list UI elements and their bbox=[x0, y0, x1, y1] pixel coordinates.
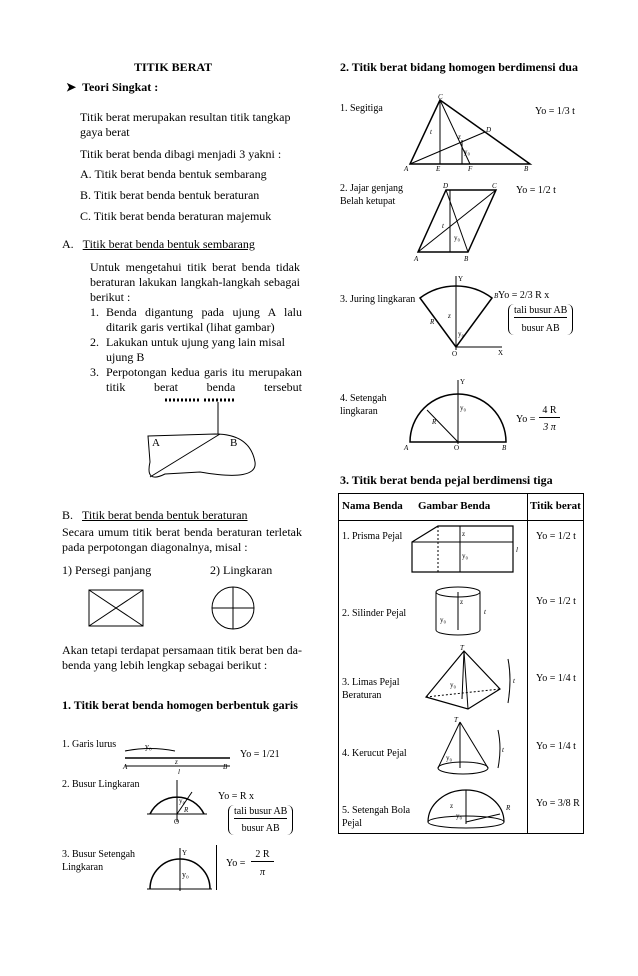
svg-text:A: A bbox=[404, 444, 409, 452]
svg-text:y₀: y₀ bbox=[458, 330, 464, 338]
type-item: A. Titik berat benda bentuk sembarang bbox=[80, 167, 267, 181]
svg-text:z: z bbox=[462, 530, 466, 538]
svg-text:y₀: y₀ bbox=[145, 742, 152, 751]
pyramid-figure bbox=[420, 645, 520, 715]
table-cell-name: 5. Setengah Bola Pejal bbox=[342, 805, 411, 829]
table-header-name: Nama Benda bbox=[342, 500, 403, 512]
item-label: 3. Juring lingkaran bbox=[340, 294, 416, 305]
cylinder-figure bbox=[428, 584, 498, 640]
table-cell-value: Yo = 1/4 t bbox=[536, 673, 576, 684]
semicircle-figure bbox=[402, 372, 514, 454]
svg-text:B: B bbox=[223, 763, 228, 771]
teori-heading bbox=[66, 80, 158, 95]
svg-text:F: F bbox=[468, 165, 473, 172]
intro-text-2: Titik berat benda dibagi menjadi 3 yakni : bbox=[80, 147, 282, 161]
formula-parallelogram: Yo = 1/2 t bbox=[516, 185, 556, 196]
formula-triangle: Yo = 1/3 t bbox=[535, 106, 575, 117]
svg-text:y₀: y₀ bbox=[456, 812, 462, 820]
svg-text:O: O bbox=[174, 818, 180, 826]
table-cell-value: Yo = 1/4 t bbox=[536, 741, 576, 752]
page-title: TITIK BERAT bbox=[134, 60, 213, 74]
svg-text:Y: Y bbox=[182, 849, 188, 857]
svg-text:B: B bbox=[524, 165, 529, 172]
example-2: 2) Lingkaran bbox=[210, 563, 273, 577]
svg-text:y₀: y₀ bbox=[182, 870, 189, 879]
section-2-heading: 2. Titik berat bidang homogen berdimensi dua bbox=[340, 60, 578, 74]
formula-sector: Yo = 2/3 R x tali busur AB busur AB bbox=[498, 289, 573, 335]
svg-text:D: D bbox=[486, 126, 492, 134]
svg-text:R: R bbox=[506, 804, 511, 812]
svg-text:E: E bbox=[436, 165, 441, 172]
point-b-label: B bbox=[230, 437, 238, 449]
svg-text:y₀: y₀ bbox=[440, 616, 446, 624]
cone-figure bbox=[432, 716, 512, 782]
svg-text:C: C bbox=[492, 182, 497, 190]
point-a-label: A bbox=[152, 437, 160, 449]
svg-text:t: t bbox=[442, 222, 444, 230]
table-cell-name: 2. Silinder Pejal bbox=[342, 608, 407, 619]
svg-text:t: t bbox=[513, 677, 515, 685]
step-item: 2. Lakukan untuk ujung yang lain misal ujung B bbox=[90, 335, 285, 364]
svg-text:R: R bbox=[184, 806, 189, 814]
intro-text: Titik berat merupakan resultan titik tangkap gaya berat bbox=[80, 110, 291, 139]
irregular-body-figure bbox=[140, 392, 270, 492]
formula-semicircle: Yo = $\frac{4 R}{3 \pi}$ bbox=[516, 404, 560, 434]
section-b-desc-2: Akan tetapi terdapat persamaan titik berat ben da-benda yang lebih lengkap sebagai berikut : bbox=[62, 643, 302, 672]
table-cell-value: Yo = 1/2 t bbox=[536, 531, 576, 542]
svg-text:T: T bbox=[454, 716, 458, 724]
sector-figure bbox=[412, 272, 512, 357]
svg-text:O: O bbox=[454, 444, 460, 452]
svg-text:R: R bbox=[432, 418, 437, 426]
straight-line-figure bbox=[120, 736, 235, 776]
type-item: B. Titik berat benda bentuk beraturan bbox=[80, 188, 260, 202]
table-cell-name: 4. Kerucut Pejal bbox=[342, 748, 407, 759]
svg-text:y₀: y₀ bbox=[460, 404, 466, 412]
steps-list bbox=[90, 305, 302, 395]
formula-semicircle-arc: Yo = $\frac{2 R}{\pi}$ bbox=[226, 848, 274, 879]
svg-text:Y: Y bbox=[460, 378, 466, 386]
svg-text:y₀: y₀ bbox=[446, 754, 452, 762]
item-label: 3. Busur Setengah Lingkaran bbox=[62, 849, 136, 873]
svg-text:B: B bbox=[502, 444, 507, 452]
type-item: C. Titik berat benda beraturan majemuk bbox=[80, 209, 272, 223]
svg-text:A: A bbox=[414, 255, 419, 263]
table-cell-name: 3. Limas Pejal Beraturan bbox=[342, 677, 400, 701]
svg-text:Y: Y bbox=[458, 275, 464, 283]
svg-text:t: t bbox=[430, 128, 432, 136]
svg-text:X: X bbox=[498, 349, 504, 357]
svg-text:T: T bbox=[460, 645, 464, 652]
svg-text:O: O bbox=[452, 350, 458, 357]
svg-text:A: A bbox=[123, 763, 128, 771]
svg-text:t: t bbox=[484, 608, 486, 616]
svg-text:y₀: y₀ bbox=[450, 681, 456, 689]
item-label: 2. Busur Lingkaran bbox=[62, 779, 140, 790]
parallelogram-figure bbox=[410, 180, 510, 265]
arrow-bullet-icon: ➤ bbox=[66, 80, 77, 94]
divider bbox=[216, 845, 217, 890]
svg-text:y₀: y₀ bbox=[454, 234, 460, 242]
semicircle-arc-figure bbox=[144, 845, 214, 895]
arc-figure bbox=[142, 778, 212, 828]
example-1: 1) Persegi panjang bbox=[62, 563, 152, 577]
svg-text:l: l bbox=[178, 768, 180, 776]
svg-text:z: z bbox=[448, 312, 451, 320]
svg-text:A: A bbox=[404, 165, 409, 172]
item-label: 4. Setengah lingkaran bbox=[340, 393, 387, 417]
table-header-image: Gambar Benda bbox=[418, 500, 491, 512]
svg-text:y₀: y₀ bbox=[462, 552, 468, 560]
shapes-figure bbox=[88, 585, 288, 635]
svg-text:C: C bbox=[438, 93, 443, 101]
svg-text:z: z bbox=[458, 133, 461, 141]
svg-text:z: z bbox=[460, 598, 464, 606]
step-item: 3. Perpotongan kedua garis itu merupakan titik berat benda tersebut bbox=[90, 365, 302, 394]
prism-figure bbox=[408, 522, 523, 582]
table-header-value: Titik berat bbox=[530, 500, 581, 512]
item-label: 1. Segitiga bbox=[340, 103, 383, 114]
svg-text:B: B bbox=[494, 292, 499, 300]
teori-label: Teori Singkat : bbox=[82, 80, 159, 94]
svg-text:y₀: y₀ bbox=[179, 797, 185, 805]
formula-line: Yo = 1/21 bbox=[240, 749, 280, 760]
svg-text:D: D bbox=[443, 182, 449, 190]
triangle-figure bbox=[400, 92, 540, 172]
table-cell-name: 1. Prisma Pejal bbox=[342, 531, 403, 542]
section-b-heading: B. Titik berat benda bentuk beraturan bbox=[62, 508, 248, 522]
formula-arc: Yo = R x tali busur AB busur AB bbox=[218, 790, 293, 835]
section-1-heading: 1. Titik berat benda homogen berbentuk garis bbox=[62, 698, 298, 712]
svg-text:t: t bbox=[502, 746, 504, 754]
section-a-heading: A. Titik berat benda bentuk sembarang bbox=[62, 237, 255, 251]
table-cell-value: Yo = 3/8 R bbox=[536, 798, 580, 809]
hemisphere-figure bbox=[424, 786, 514, 832]
svg-text:B: B bbox=[464, 255, 469, 263]
item-label: 1. Garis lurus bbox=[62, 739, 117, 750]
svg-text:z: z bbox=[175, 758, 178, 766]
svg-text:l: l bbox=[516, 546, 518, 554]
svg-text:R: R bbox=[430, 318, 435, 326]
svg-text:z: z bbox=[450, 802, 454, 810]
step-item: 1. Benda digantung pada ujung A lalu ditarik garis vertikal (lihat gambar) bbox=[90, 305, 302, 334]
section-3-heading: 3. Titik berat benda pejal berdimensi tiga bbox=[340, 473, 553, 487]
section-a-desc: Untuk mengetahui titik berat benda tidak beraturan lakukan langkah-langkah sebagai berikut : bbox=[90, 260, 300, 304]
section-b-desc: Secara umum titik berat benda beraturan terletak pada perpotongan diagonalnya, misal : bbox=[62, 525, 302, 554]
item-label: 2. Jajar genjang Belah ketupat bbox=[340, 183, 404, 207]
table-cell-value: Yo = 1/2 t bbox=[536, 596, 576, 607]
svg-text:y₀: y₀ bbox=[464, 148, 470, 156]
